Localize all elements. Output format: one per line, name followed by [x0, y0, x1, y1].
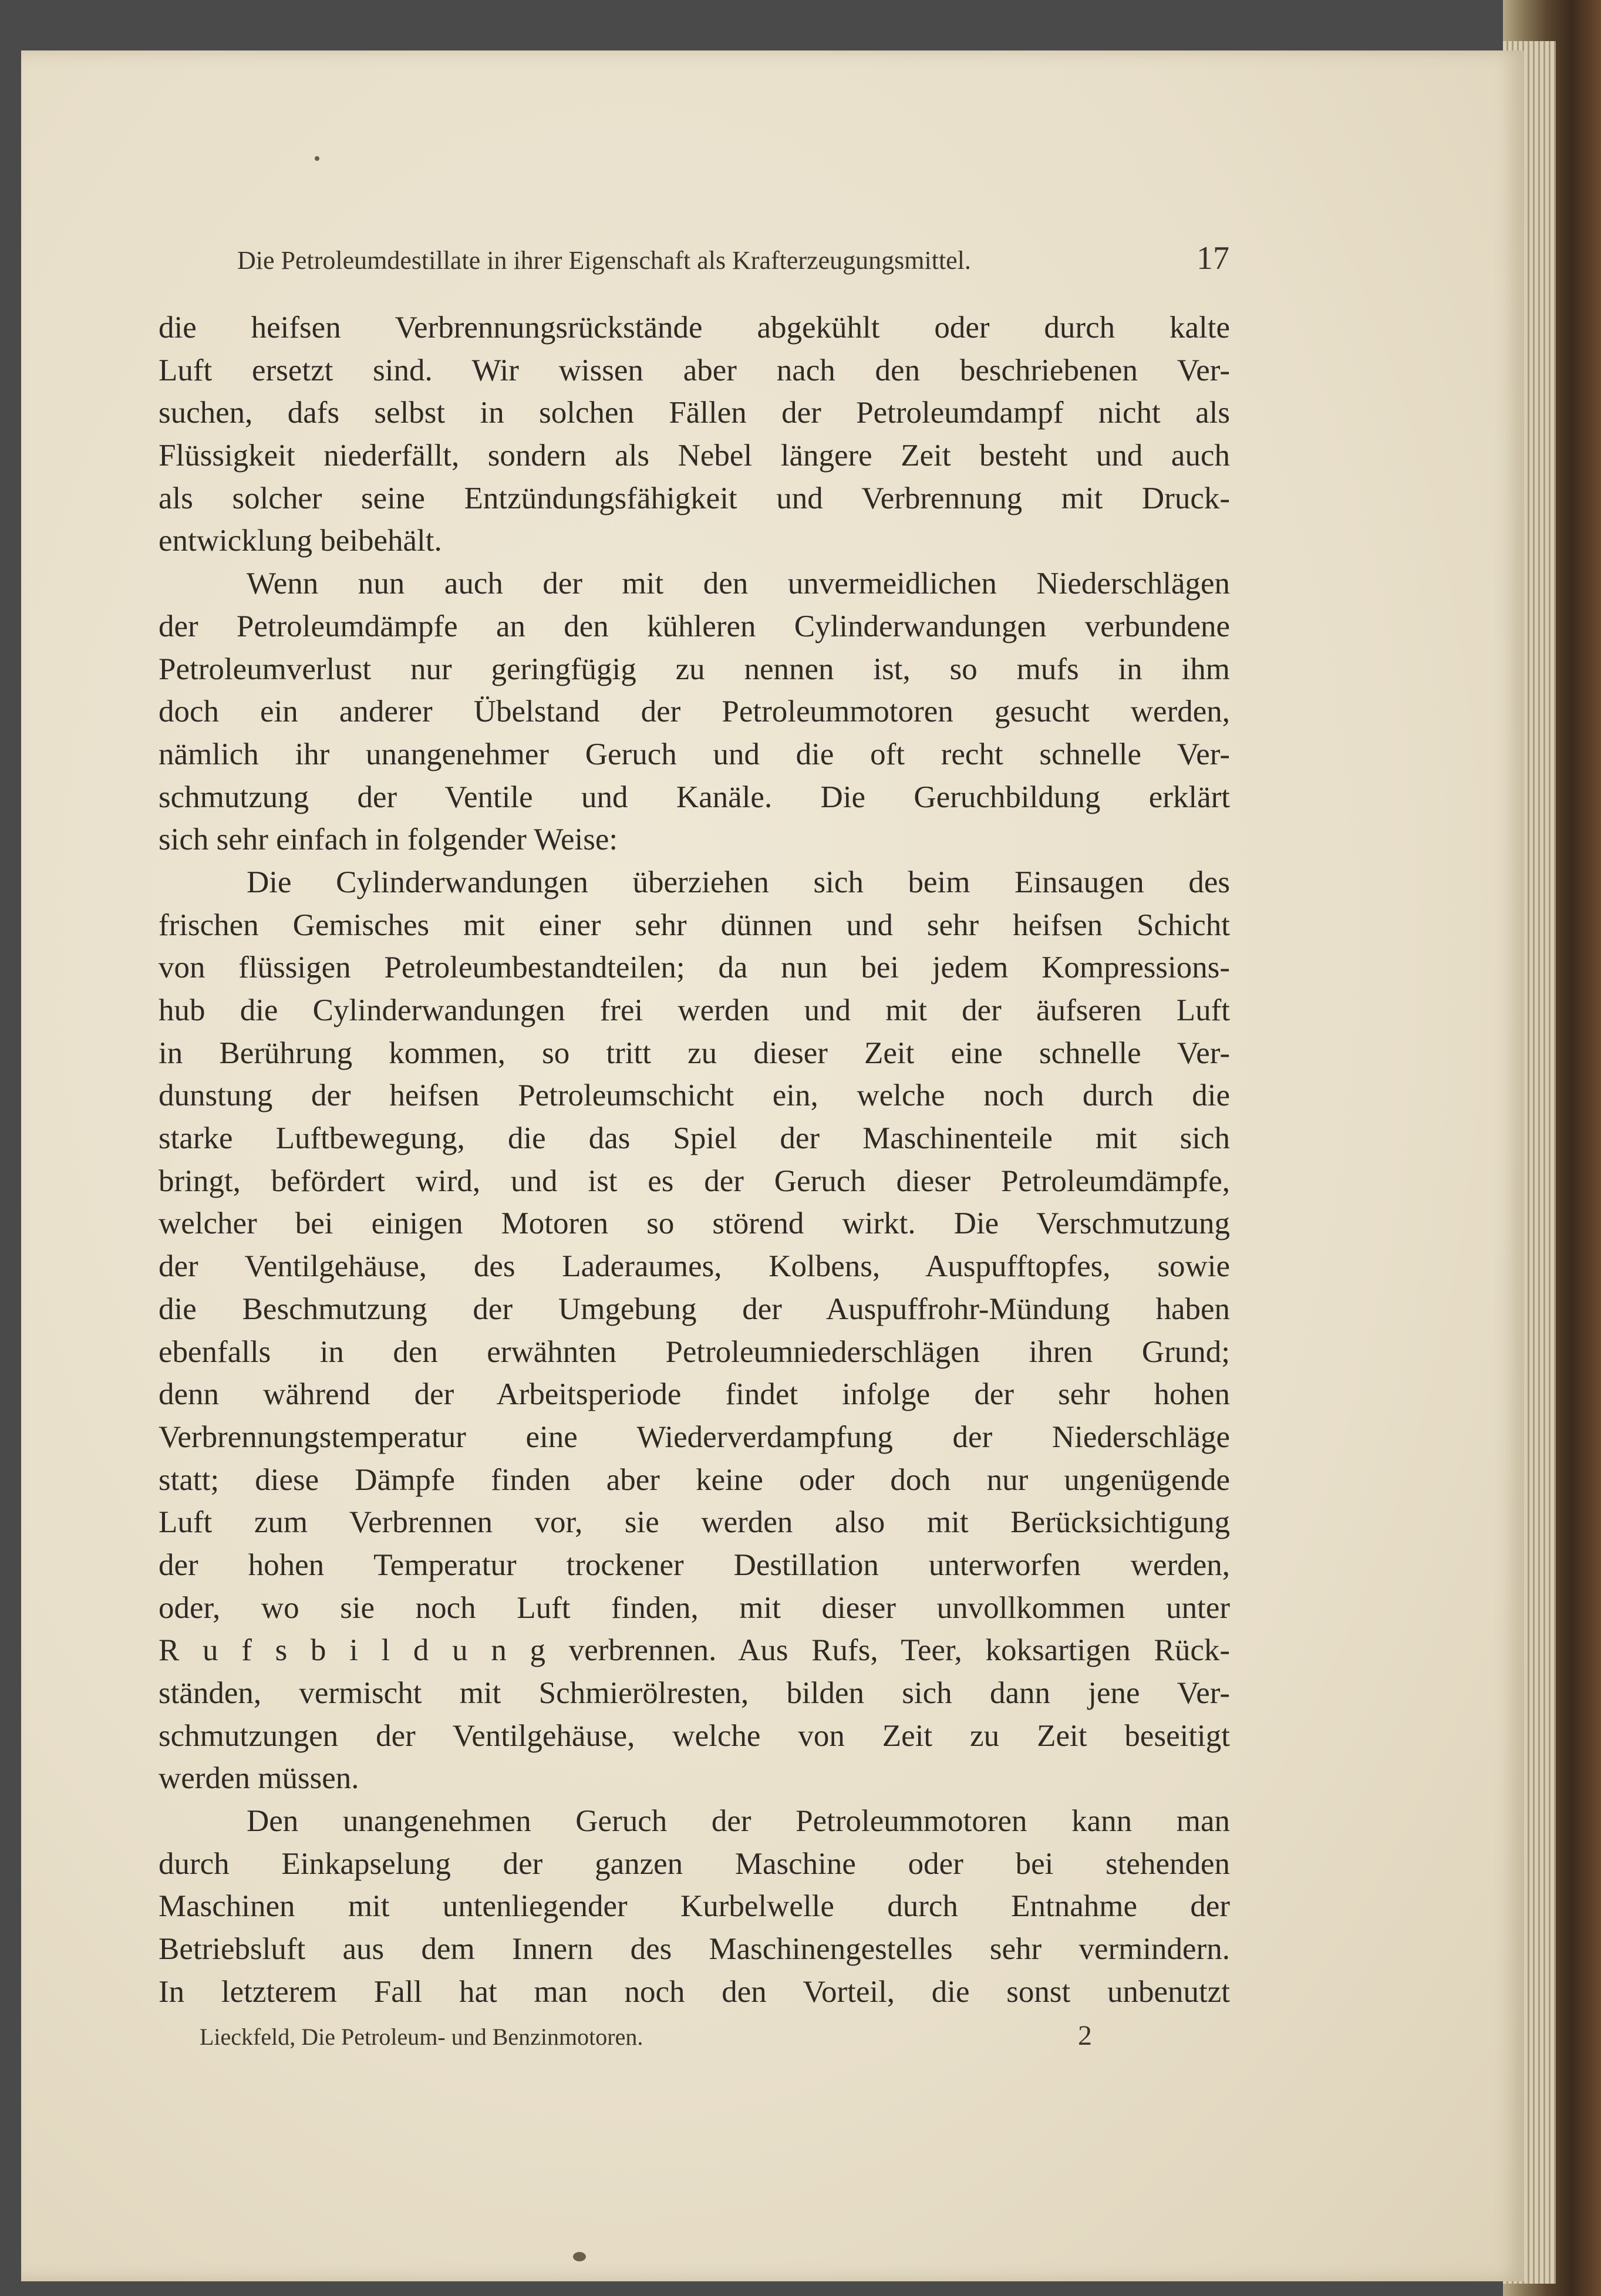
text-line: Maschinen mit untenliegender Kurbelwelle durch Entnahme der: [159, 1889, 1230, 1924]
body-text: [159, 306, 1230, 2014]
running-header: [237, 240, 1229, 277]
text-line: hub die Cylinderwandungen frei werden und mit der äufseren Luft: [159, 993, 1230, 1027]
page-number: 17: [1196, 240, 1229, 277]
text-line: die heifsen Verbrennungsrückstände abgekühlt oder durch kalte: [159, 311, 1230, 345]
text-line: Luft zum Verbrennen vor, sie werden also mit Berücksichtigung: [159, 1505, 1230, 1540]
paper-speck: [573, 2252, 586, 2261]
text-line: Betriebsluft aus dem Innern des Maschinengestelles sehr vermindern.: [159, 1932, 1230, 1967]
text-line: Petroleumverlust nur geringfügig zu nennen ist, so mufs in ihm: [159, 652, 1230, 686]
text-line: entwicklung beibehält.: [159, 524, 442, 558]
text-line: die Beschmutzung der Umgebung der Auspuffrohr-Mündung haben: [159, 1292, 1230, 1326]
text-line: frischen Gemisches mit einer sehr dünnen und sehr heifsen Schicht: [159, 908, 1230, 942]
text-line: Verbrennungstemperatur eine Wiederverdampfung der Niederschläge: [159, 1420, 1230, 1454]
signature-mark: 2: [1078, 2020, 1092, 2051]
text-line: von flüssigen Petroleumbestandteilen; da nun bei jedem Kompressions-: [159, 950, 1230, 985]
text-line: schmutzungen der Ventilgehäuse, welche von Zeit zu Zeit beseitigt: [159, 1718, 1230, 1753]
text-line: nämlich ihr unangenehmer Geruch und die oft recht schnelle Ver-: [159, 737, 1230, 771]
text-line: als solcher seine Entzündungsfähigkeit und Verbrennung mit Druck-: [159, 481, 1230, 515]
text-line: in Berührung kommen, so tritt zu dieser Zeit eine schnelle Ver-: [159, 1036, 1230, 1070]
text-line: Den unangenehmen Geruch der Petroleummotoren kann man: [247, 1804, 1230, 1839]
text-line: dunstung der heifsen Petroleumschicht ein, welche noch durch die: [159, 1078, 1230, 1113]
text-line: der Petroleumdämpfe an den kühleren Cylinderwandungen verbundene: [159, 609, 1230, 643]
text-line: Luft ersetzt sind. Wir wissen aber nach den beschriebenen Ver-: [159, 353, 1230, 387]
text-line: suchen, dafs selbst in solchen Fällen der Petroleumdampf nicht als: [159, 396, 1230, 430]
text-line: welcher bei einigen Motoren so störend wirkt. Die Verschmutzung: [159, 1206, 1230, 1241]
text-line: bringt, befördert wird, und ist es der Geruch dieser Petroleumdämpfe,: [159, 1164, 1230, 1198]
footer-author-title: Lieckfeld, Die Petroleum- und Benzinmotoren.: [200, 2024, 643, 2050]
text-line: Flüssigkeit niederfällt, sondern als Nebel längere Zeit besteht und auch: [159, 439, 1230, 473]
paper-speck: [315, 156, 319, 161]
text-line: werden müssen.: [159, 1761, 359, 1796]
text-line: oder, wo sie noch Luft finden, mit dieser unvollkommen unter: [159, 1590, 1230, 1625]
text-line: der hohen Temperatur trockener Destillation unterworfen werden,: [159, 1547, 1230, 1582]
text-line: ständen, vermischt mit Schmierölresten, bilden sich dann jene Ver-: [159, 1676, 1230, 1710]
text-line: der Ventilgehäuse, des Laderaumes, Kolbens, Auspufftopfes, sowie: [159, 1249, 1230, 1284]
text-line: starke Luftbewegung, die das Spiel der Maschinenteile mit sich: [159, 1121, 1230, 1156]
text-line: durch Einkapselung der ganzen Maschine oder bei stehenden: [159, 1846, 1230, 1881]
text-line: schmutzung der Ventile und Kanäle. Die Geruchbildung erklärt: [159, 780, 1230, 814]
text-line: R u f s b i l d u n g verbrennen. Aus Rufs, Teer, koksartigen Rück-: [159, 1633, 1230, 1668]
running-title: Die Petroleumdestillate in ihrer Eigenschaft als Krafterzeugungsmittel.: [237, 246, 971, 275]
text-line: Die Cylinderwandungen überziehen sich beim Einsaugen des: [247, 865, 1230, 899]
text-line: In letzterem Fall hat man noch den Vorteil, die sonst unbenutzt: [159, 1974, 1230, 2009]
text-line: denn während der Arbeitsperiode findet infolge der sehr hohen: [159, 1377, 1230, 1412]
text-line: sich sehr einfach in folgender Weise:: [159, 822, 618, 857]
text-line: Wenn nun auch der mit den unvermeidlichen Niederschlägen: [247, 567, 1230, 601]
text-line: doch ein anderer Übelstand der Petroleummotoren gesucht werden,: [159, 694, 1230, 729]
text-line: ebenfalls in den erwähnten Petroleumniederschlägen ihren Grund;: [159, 1334, 1230, 1369]
text-line: statt; diese Dämpfe finden aber keine oder doch nur ungenügende: [159, 1462, 1230, 1497]
page-footer: [200, 2019, 1092, 2052]
